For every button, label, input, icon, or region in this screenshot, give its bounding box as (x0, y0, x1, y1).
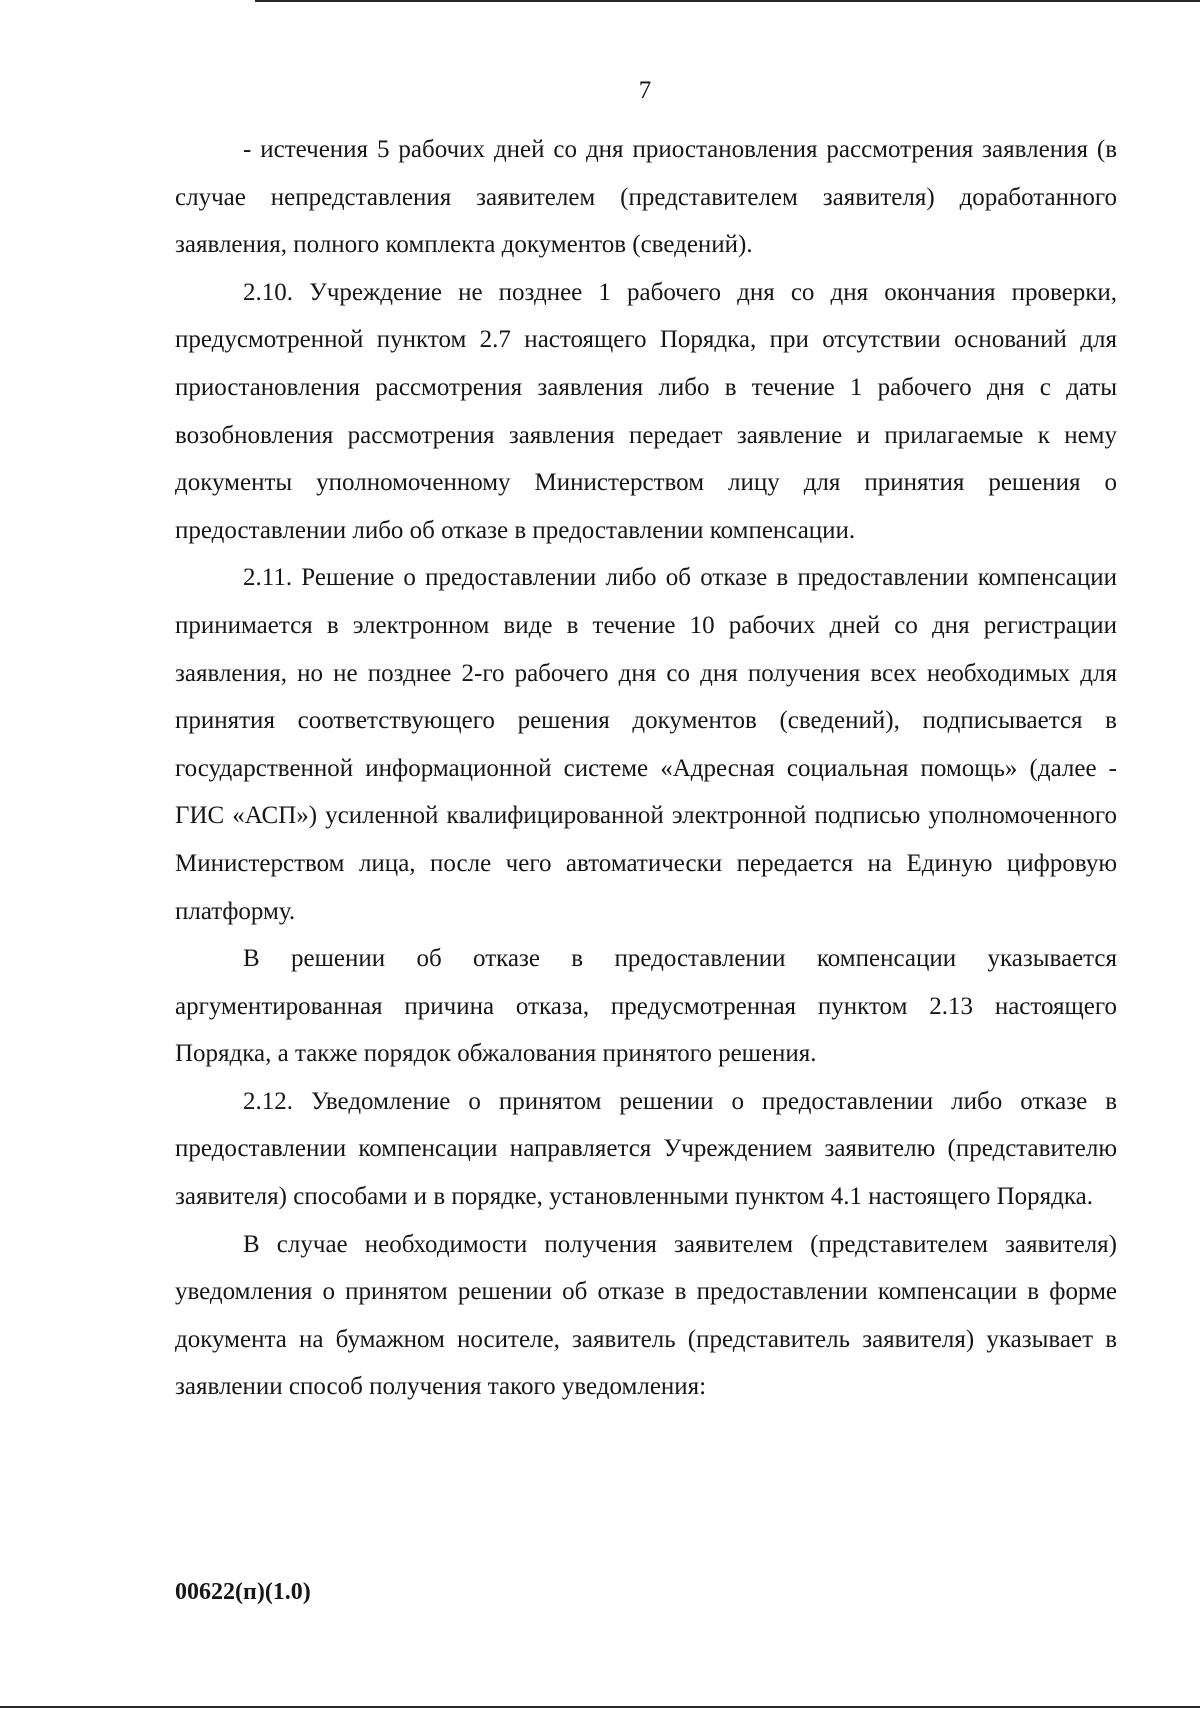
paragraph-2-12: 2.12. Уведомление о принятом решении о предоставлении либо отказе в предоставлении компенсации направляется Учреждением заявителю (представителю заявителя) способами и в порядке, установленными пунктом 4.1 настоящего Порядка. (175, 1087, 1117, 1211)
paragraph-expiration-clause: - истечения 5 рабочих дней со дня приостановления рассмотрения заявления (в случае непредставления заявителем (представителем заявителя) доработанного заявления, полного комплекта документов (сведений). (175, 136, 1117, 259)
paragraph-2-10: 2.10. Учреждение не позднее 1 рабочего дня со дня окончания проверки, предусмотренной пунктом 2.7 настоящего Порядка, при отсутствии оснований для приостановления рассмотрения заявления либо в течение 1 рабочего дня с даты возобновления рассмотрения заявления передает заявление и прилагаемые к нему документы уполномоченному Министерством лицу для принятия решения о предоставлении либо об отказе в предоставлении компенсации. (175, 278, 1117, 544)
page-number: 7 (638, 77, 652, 104)
paragraph-paper-notification: В случае необходимости получения заявителем (представителем заявителя) уведомления о принятом решении об отказе в предоставлении компенсации в форме документа на бумажном носителе, заявитель (представитель заявителя) указывает в заявлении способ получения такого уведомления: (175, 1230, 1117, 1401)
document-body (175, 126, 1117, 1411)
paragraph-2-11: 2.11. Решение о предоставлении либо об отказе в предоставлении компенсации принимается в электронном виде в течение 10 рабочих дней со дня регистрации заявления, но не позднее 2-го рабочего дня со дня получения всех необходимых для принятия соответствующего решения документов (сведений), подписывается в государственной информационной системе «Адресная социальная помощь» (далее - ГИС «АСП») усиленной квалифицированной электронной подписью уполномоченного Министерством лица, после чего автоматически передается на Единую цифровую платформу. (175, 564, 1117, 925)
bottom-scan-border (0, 1706, 1200, 1708)
document-code: 00622(п)(1.0) (175, 1579, 311, 1605)
paragraph-refusal-reason: В решении об отказе в предоставлении компенсации указывается аргументированная причина отказа, предусмотренная пунктом 2.13 настоящего Порядка, а также порядок обжалования принятого решения. (175, 945, 1117, 1068)
top-scan-border (255, 0, 1200, 2)
